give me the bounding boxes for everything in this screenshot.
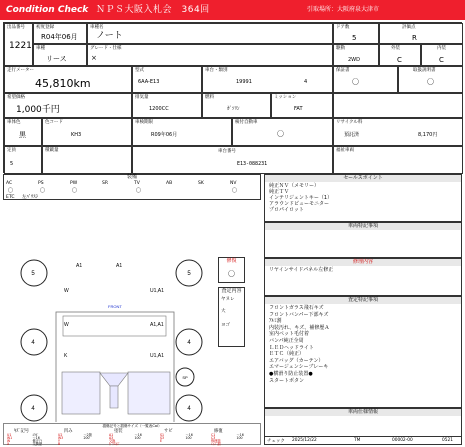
doors-label: ドア数 <box>336 25 350 30</box>
mark-4: U1,A1 <box>150 288 164 294</box>
drive-label: 駆動 <box>336 46 345 51</box>
rating-box <box>379 23 463 44</box>
sp-lines-item: プロパイロット <box>269 207 304 213</box>
sp-lines-item: 純正ＴＶ <box>269 189 290 195</box>
legend-cell: 〜16 <box>134 432 142 437</box>
legend-box <box>3 423 261 445</box>
price-box <box>4 93 132 118</box>
interior-label: 内装 <box>437 46 446 51</box>
selling-points-box <box>264 174 462 222</box>
equipment-col-pw: PW <box>70 181 78 186</box>
exterior-label: 外装 <box>391 46 400 51</box>
in-lines-item: フロントバンパー下部キズ <box>269 311 329 318</box>
inspector-label-2: 大 <box>221 309 226 314</box>
spare-label: SP <box>182 375 188 380</box>
inspector-title: 査定内容 <box>221 288 242 294</box>
inspector-label-3: ヨゴ <box>221 323 230 328</box>
in-lines-item: 室内ペット毛付着 <box>269 331 310 338</box>
model-name-box <box>87 23 333 44</box>
rating: R <box>412 34 417 42</box>
load-box <box>42 146 132 174</box>
type-box <box>33 44 87 66</box>
check-label: チェック <box>267 439 285 444</box>
recheck-box <box>264 258 462 296</box>
in-lines-item: エアバッグ（カーテン） <box>269 357 324 364</box>
load-label: 積載量 <box>45 148 59 153</box>
drive-box <box>333 44 379 66</box>
chassis-label: 車台・類別 <box>205 68 228 73</box>
fuel: ｶﾞｿﾘﾝ <box>227 106 240 112</box>
equipment-door: 左ﾊﾟﾜｽﾗ <box>22 195 38 200</box>
history-title: 車両特記事項 <box>265 223 461 230</box>
mileage-box <box>4 66 132 93</box>
warranty-box <box>333 66 398 93</box>
model-box <box>132 66 202 93</box>
first-reg-box <box>33 23 87 44</box>
equipment-val-ac: 〇 <box>8 188 14 194</box>
equipment-col-ac: AC <box>6 181 13 186</box>
mark-6: A1,A1 <box>150 322 164 328</box>
legend-cell: S3 <box>160 435 165 440</box>
sp-lines-item: 純正ＮＶ（メモリー） <box>269 183 320 189</box>
inspection: R09年06月 <box>151 132 178 138</box>
in-lines-item: バンパ純正全周 <box>269 338 304 344</box>
drive: 2WD <box>348 57 360 63</box>
vehicle-type: リース <box>46 55 67 63</box>
color-box <box>4 118 42 146</box>
legend-cell: X <box>7 442 10 447</box>
color: 黒 <box>19 131 26 139</box>
repair-value: 〇 <box>228 270 235 278</box>
legend-cell: 交換 <box>109 438 116 443</box>
type-label: 車種 <box>36 46 45 51</box>
legend-cell: B <box>58 442 61 447</box>
inspection-box <box>132 118 232 146</box>
model-name-label: 車種名 <box>90 25 104 30</box>
in-lines-item: ｱﾙﾐ割 <box>269 318 282 325</box>
recycle-amount: 8,170円 <box>418 132 438 138</box>
exterior: C <box>397 56 402 64</box>
sp-lines-item: インテリジェントキー（1） <box>269 195 333 201</box>
selling-points-title: セールスポイント <box>265 175 461 182</box>
blank-box-1 <box>333 93 463 118</box>
inspector-notes-box <box>264 296 462 408</box>
tire-rr-val: 4 <box>187 340 191 346</box>
tire-rl-val: 4 <box>31 340 35 346</box>
equipment-val-ps: 〇 <box>40 188 46 194</box>
in-lines-item: ＬＥＤヘッドライト <box>269 344 314 351</box>
manual-label: 取扱説明書 <box>413 68 436 73</box>
legend-cell: E <box>160 438 163 443</box>
displacement-box <box>132 93 202 118</box>
legend-cell: ｴｸﾎﾞ <box>32 432 39 437</box>
legend-cell: 〜2箇 <box>83 432 92 437</box>
grade-label: グレード・仕様 <box>90 46 122 51</box>
capacity: 5 <box>10 161 14 167</box>
color-label: 車体色 <box>7 120 21 125</box>
doors-box <box>333 23 379 44</box>
in-lines-item: フロントガラス飛石キズ <box>269 305 324 311</box>
legend-header-cell: 塗装 <box>114 429 123 434</box>
inspection-label: 車検期限 <box>135 120 153 125</box>
equipment-etc: ETC <box>6 195 15 200</box>
info-grid <box>3 22 462 173</box>
model-label: 型式 <box>135 68 144 73</box>
tire-mr-val: 4 <box>187 406 191 412</box>
tax-box <box>232 118 333 146</box>
lot-label: 出品番号 <box>7 25 25 30</box>
tire-fl-val: 5 <box>31 271 35 277</box>
warranty: 〇 <box>352 78 359 86</box>
legend-cell: W3 <box>58 435 64 440</box>
first-reg: R04年06月 <box>41 33 78 41</box>
auction-title: ＮＰＳ大阪入札会 364回 <box>96 5 210 15</box>
grade-box <box>87 44 333 66</box>
welfare-box <box>333 146 463 174</box>
equipment-col-nv: NV <box>230 181 237 186</box>
history-box <box>264 222 462 258</box>
price: 1,000千円 <box>16 105 60 115</box>
mileage: 45,810km <box>35 77 91 90</box>
pickup-location: 引取場所：大阪府泉大津市 <box>307 6 380 13</box>
legend-cell: 〜16 <box>236 432 244 437</box>
header-title: Condition Check <box>6 5 89 15</box>
footer-box <box>264 436 462 445</box>
legend-cell: 200 <box>83 435 90 440</box>
equipment-col-sr: SR <box>102 181 108 186</box>
color-code: KH3 <box>71 132 82 138</box>
in-lines-item: 内装汚れ、キズ、補修歴Ａ <box>269 324 330 331</box>
plate-label: 車台番号 <box>218 149 236 154</box>
color-code-box <box>42 118 132 146</box>
legend-header-cell: 凹み <box>64 429 73 434</box>
recycle-label: リサイクル料 <box>336 120 363 125</box>
capacity-label: 定員 <box>7 148 16 153</box>
car-diagram <box>0 200 260 422</box>
check-date: 2025/12/22 <box>292 438 317 443</box>
fuel-box <box>202 93 271 118</box>
tax-label: 検付自動車 <box>235 120 258 125</box>
equipment-col-ab: AB <box>166 181 173 186</box>
model: 6AA-E13 <box>138 79 160 85</box>
legend-cell: 〜16 <box>32 435 40 440</box>
transmission: FAT <box>294 106 303 112</box>
sheet-code: 0521 <box>442 438 453 443</box>
warranty-label: 保証書 <box>336 68 350 73</box>
equipment-col-ps: PS <box>38 181 44 186</box>
equipment-val-tv: 〇 <box>136 188 142 194</box>
equipment-col-sk: SK <box>198 181 204 186</box>
recycle-box <box>333 118 463 146</box>
legend-cell: C1 <box>211 432 216 437</box>
legend-cell: ｶﾞﾗｽｷｽﾞ <box>109 442 121 447</box>
mark-8: U1,A1 <box>150 353 164 359</box>
mark-5: W <box>64 322 69 328</box>
legend-cell: W1 <box>7 435 13 440</box>
recheck-title: 修理内容 <box>265 259 461 266</box>
legend-cell: 100 <box>134 435 141 440</box>
legend-cell: U2 <box>58 432 63 437</box>
recheck-text: リヤインサイドパネル左修正 <box>269 267 334 273</box>
legend-cell: A1 <box>109 432 114 437</box>
left-panel <box>62 372 100 414</box>
legend-cell: 修正ｱﾄ <box>32 438 43 443</box>
legend-cell: S1 <box>160 432 165 437</box>
transmission-label: ミッション <box>274 95 297 100</box>
center-b <box>110 386 118 408</box>
manual-box <box>398 66 463 93</box>
mark-3: W <box>64 288 69 294</box>
displacement: 1200CC <box>149 106 169 112</box>
plate-box <box>132 146 333 174</box>
in-lines-item: ＥＴＣ（純正） <box>269 351 305 358</box>
manual: 〇 <box>427 78 434 86</box>
legend-title: 損傷記号と損傷サイズ（一覧表Col） <box>102 424 162 428</box>
welfare-label: 福祉車両 <box>336 148 354 153</box>
mileage-label: 走行メーター <box>7 68 34 73</box>
mark-1: A1 <box>76 263 83 269</box>
chassis-box <box>202 66 333 93</box>
equipment-val-nv: 〇 <box>232 188 238 194</box>
legend-header-cell: サビ <box>164 429 173 434</box>
legend-cell: 100 <box>185 435 192 440</box>
lot-box <box>4 23 33 66</box>
capacity-box <box>4 146 42 174</box>
equipment-title: 装備 <box>126 174 137 180</box>
equipment-col-tv: TV <box>134 181 140 186</box>
inspector-label-1: ヤヌレ <box>221 297 235 302</box>
in-lines-item: スタートボタン <box>269 377 305 384</box>
mark-7: K <box>64 353 68 359</box>
interior-box <box>421 44 463 66</box>
price-label: 希望価格 <box>7 95 25 100</box>
legend-cell: 100 <box>236 435 243 440</box>
spec-title: 車両仕様情報 <box>265 409 461 416</box>
rating-label: 評価点 <box>402 25 416 30</box>
fuel-label: 燃料 <box>205 95 214 100</box>
legend-header-cell: ｷｽﾞ記号 <box>14 429 30 434</box>
legend-cell: W <box>7 438 11 443</box>
legend-cell: A3 <box>109 435 114 440</box>
legend-cell: Y <box>58 438 60 443</box>
repair-label: 修復 <box>226 258 237 264</box>
chassis: 19991 <box>236 79 252 85</box>
header-bar <box>0 0 465 20</box>
displacement-label: 排気量 <box>135 95 149 100</box>
legend-cell: 修理箇 <box>211 438 221 443</box>
lot-number: 1221 <box>9 41 32 51</box>
plate: E13-088231 <box>237 161 268 167</box>
exterior-box <box>379 44 421 66</box>
front-label: FRONT <box>108 304 122 309</box>
inspector-notes-title: 査定特記事項 <box>265 297 461 304</box>
color-code-label: 色コード <box>45 120 63 125</box>
inspector-name: TM <box>354 438 361 443</box>
doors: 5 <box>352 34 357 42</box>
in-lines-item: エマージェンシーブレーキ <box>269 364 329 371</box>
legend-cell: C3 <box>211 435 216 440</box>
legend-header-cell: 修復 <box>214 429 223 434</box>
legend-cell: 交換歴 <box>32 442 43 447</box>
mark-2: A1 <box>116 263 123 269</box>
grade: × <box>91 54 97 62</box>
sheet-number: 00002-00 <box>392 438 413 443</box>
interior: C <box>439 56 444 64</box>
recycle: 預託済 <box>344 132 360 138</box>
in-lines-item: ●横滑り防止装置● <box>269 371 313 377</box>
equipment-box <box>3 174 261 200</box>
model-name: ノート <box>96 31 123 41</box>
right-panel <box>128 372 170 414</box>
legend-cell: 〜16 <box>185 432 193 437</box>
equipment-val-pw: 〇 <box>72 188 78 194</box>
sp-lines-item: アラウンドビューモニター <box>269 201 330 207</box>
legend-cell: ﾚﾝｽﾞ割 <box>211 442 221 447</box>
tire-ml-val: 4 <box>31 406 35 412</box>
tire-fr-val: 5 <box>187 271 191 277</box>
first-reg-label: 初度登録 <box>36 25 54 30</box>
legend-cell: U1 <box>7 432 12 437</box>
tax: 〇 <box>277 130 284 138</box>
chassis-class: 4 <box>304 79 308 85</box>
transmission-box <box>271 93 333 118</box>
